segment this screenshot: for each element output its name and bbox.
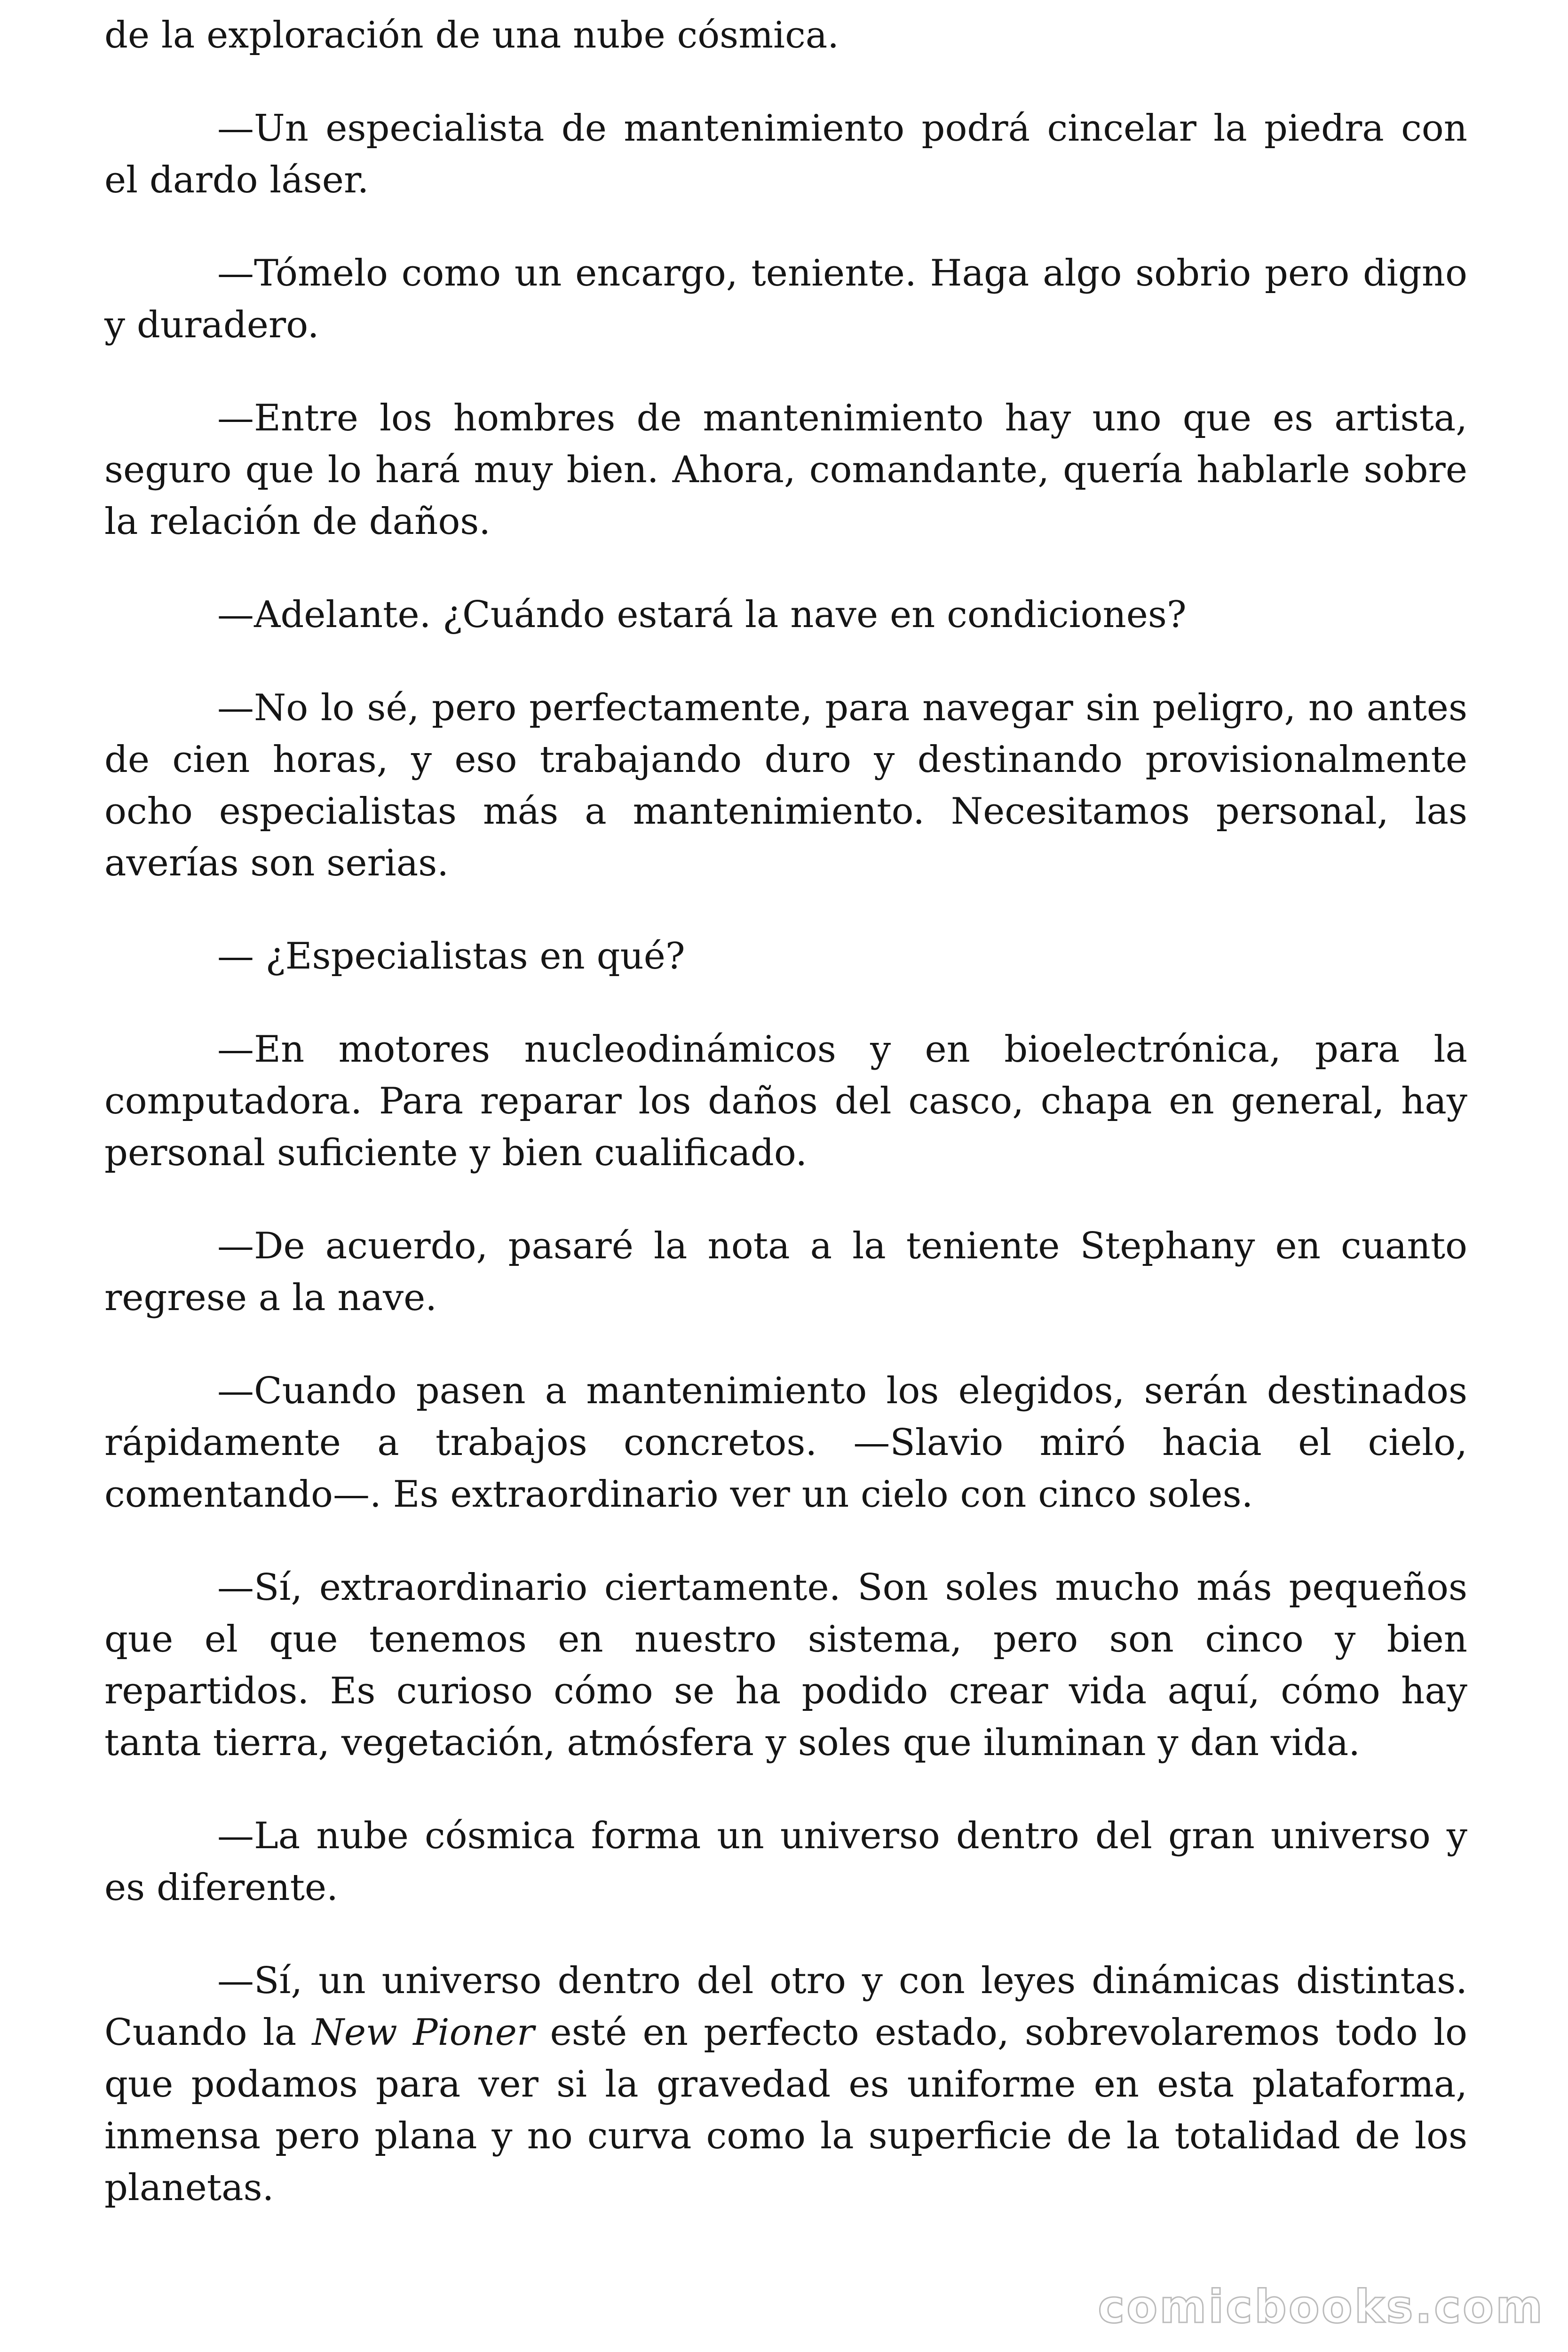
paragraph bbox=[104, 103, 1467, 206]
watermark: comicbooks.com bbox=[1098, 2280, 1544, 2333]
italic-title: New Pioner bbox=[312, 2011, 535, 2054]
paragraph-text: — ¿Especialistas en qué? bbox=[217, 935, 685, 977]
document-page bbox=[104, 9, 1467, 2214]
paragraph-text: —Entre los hombres de mantenimiento hay uno que es artista, seguro que lo hará muy bien. Ahora, comandante, quería hablarle sobre la relación de daños. bbox=[104, 397, 1467, 543]
paragraph bbox=[104, 1955, 1467, 2214]
paragraph bbox=[104, 589, 1467, 641]
paragraph bbox=[104, 9, 1467, 61]
body-text bbox=[104, 9, 1467, 2214]
paragraph bbox=[104, 392, 1467, 548]
paragraph bbox=[104, 1810, 1467, 1914]
paragraph-text: —Sí, un universo dentro del otro y con leyes dinámicas distintas. Cuando la bbox=[104, 1960, 1467, 2054]
paragraph-text: —La nube cósmica forma un universo dentro del gran universo y es diferente. bbox=[104, 1815, 1467, 1909]
paragraph bbox=[104, 1024, 1467, 1179]
paragraph bbox=[104, 1365, 1467, 1520]
paragraph bbox=[104, 682, 1467, 889]
paragraph bbox=[104, 930, 1467, 982]
paragraph-text: —Un especialista de mantenimiento podrá cincelar la piedra con el dardo láser. bbox=[104, 107, 1467, 201]
paragraph-text: esté en perfecto estado, sobrevolaremos todo lo que podamos para ver si la gravedad es uniforme en esta plataforma, inmensa pero plana y no curva como la superficie de la totalidad de los planetas. bbox=[104, 2011, 1467, 2209]
paragraph bbox=[104, 1220, 1467, 1324]
paragraph-text: —No lo sé, pero perfectamente, para navegar sin peligro, no antes de cien horas, y eso trabajando duro y destinando provisionalmente ocho especialistas más a mantenimiento. Necesitamos personal, las averías son serias. bbox=[104, 687, 1467, 884]
paragraph-text: —En motores nucleodinámicos y en bioelectrónica, para la computadora. Para reparar los daños del casco, chapa en general, hay personal suficiente y bien cualificado. bbox=[104, 1028, 1467, 1174]
paragraph bbox=[104, 1562, 1467, 1769]
paragraph-text: —Sí, extraordinario ciertamente. Son soles mucho más pequeños que el que tenemos en nuestro sistema, pero son cinco y bien repartidos. Es curioso cómo se ha podido crear vida aquí, cómo hay tanta tierra, vegetación, atmósfera y soles que iluminan y dan vida. bbox=[104, 1566, 1467, 1764]
paragraph-text: —Tómelo como un encargo, teniente. Haga algo sobrio pero digno y duradero. bbox=[104, 252, 1467, 346]
paragraph bbox=[104, 247, 1467, 351]
paragraph-text: —Cuando pasen a mantenimiento los elegidos, serán destinados rápidamente a trabajos concretos. —Slavio miró hacia el cielo, comentando—. Es extraordinario ver un cielo con cinco soles. bbox=[104, 1370, 1467, 1516]
paragraph-text: —Adelante. ¿Cuándo estará la nave en condiciones? bbox=[217, 594, 1187, 636]
paragraph-text: de la exploración de una nube cósmica. bbox=[104, 14, 839, 56]
paragraph-text: —De acuerdo, pasaré la nota a la teniente Stephany en cuanto regrese a la nave. bbox=[104, 1225, 1467, 1319]
